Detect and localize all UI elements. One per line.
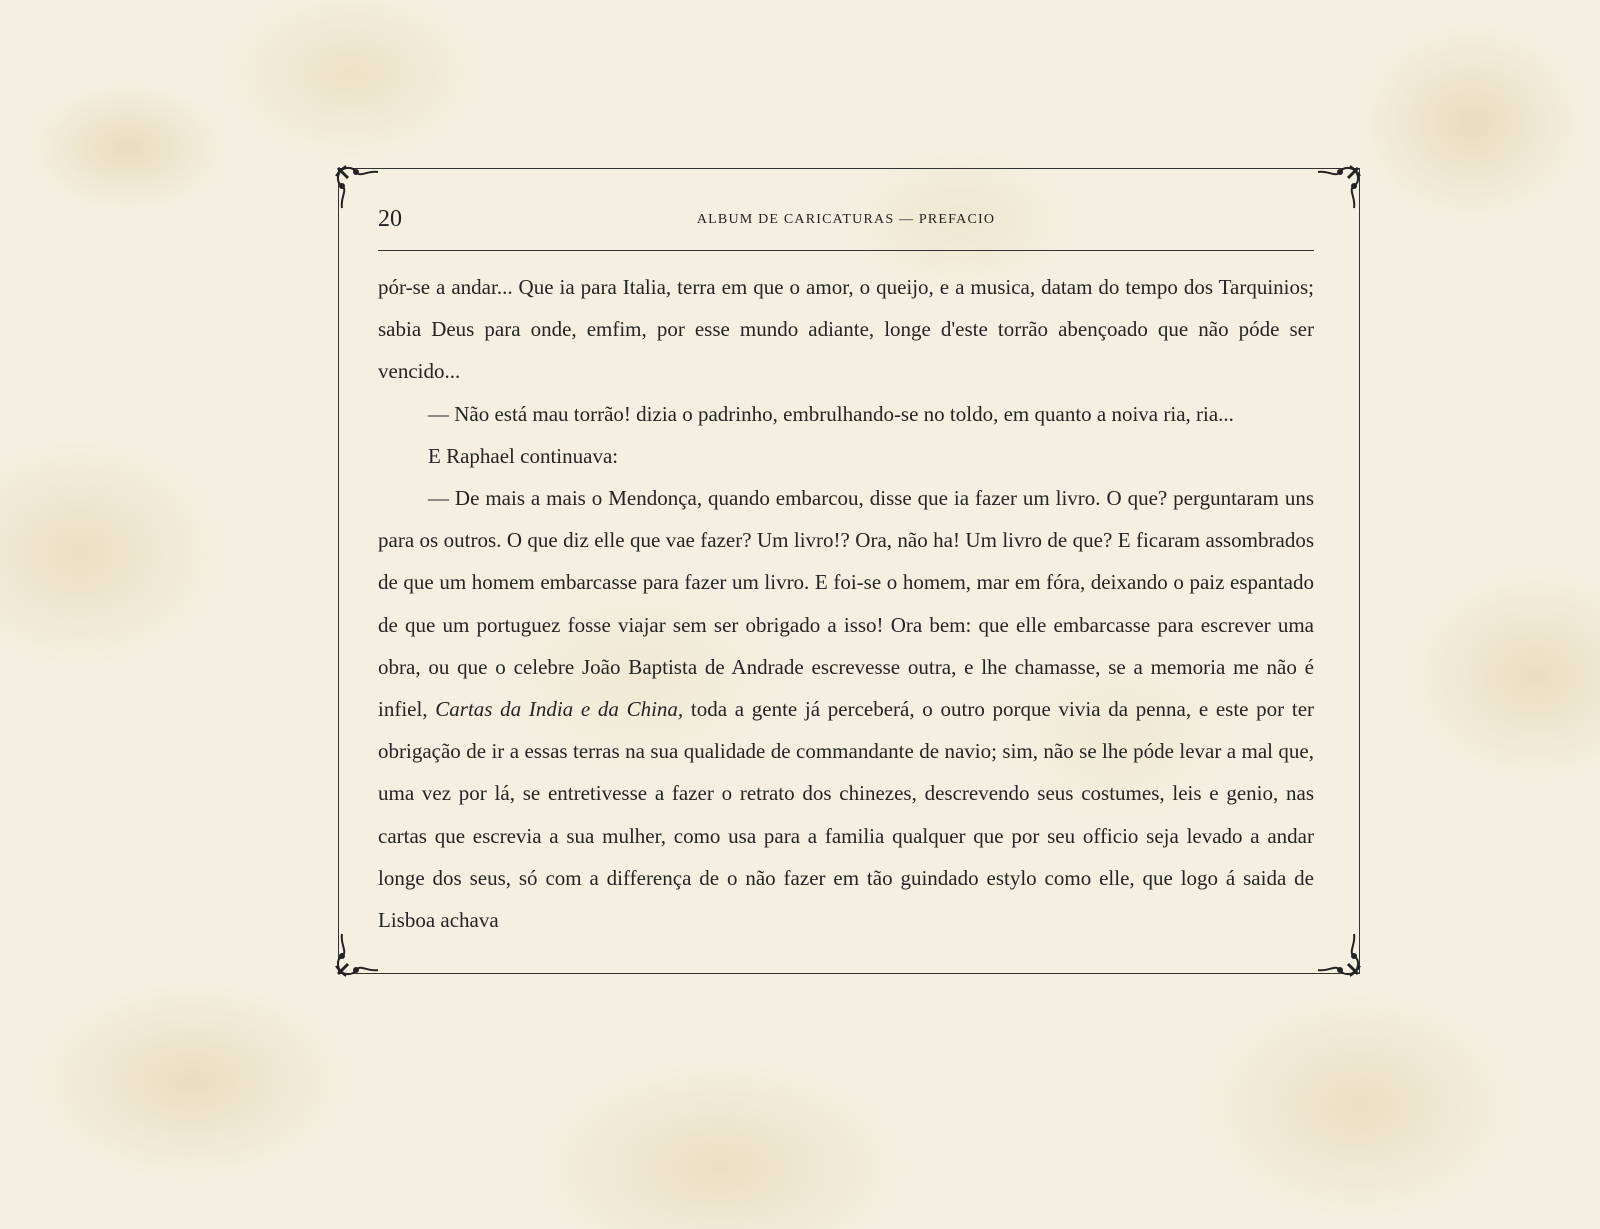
paragraph: pór-se a andar... Que ia para Italia, terra em que o amor, o queijo, e a musica, datam do tempo dos Tarquinios; sabia Deus para onde, emfim, por esse mundo adiante, longe d'este torrão abençoado que não póde ser vencido... (378, 275, 1314, 384)
paragraph-text: — De mais a mais o Mendonça, quando embarcou, disse que ia fazer um livro. O que? perguntaram uns para os outros. O que diz elle que vae fazer? Um livro!? Ora, não ha! Um livro de que? E ficaram assombrados de que um homem embarcasse para fazer um livro. E foi-se o homem, mar em fóra, deixando o paiz espantado de que um portuguez fosse viajar sem ser obrigado a isso! Ora bem: que elle embarcasse para escrever uma obra, ou que o celebre João Baptista de Andrade escrevesse outra, e lhe chamasse, se a memoria me não é infiel, (378, 486, 1314, 722)
book-title: Cartas da India e da China, (435, 697, 684, 722)
paragraph: E Raphael continuava: (428, 443, 619, 468)
page-header (378, 200, 1314, 240)
paragraph: — Não está mau torrão! dizia o padrinho, embrulhando-se no toldo, em quanto a noiva ria, ria... (428, 401, 1234, 426)
paragraph-text: toda a gente já perceberá, o outro porque vivia da penna, e este por ter obrigação de ir a essas terras na sua qualidade de commandante de navio; sim, não se lhe póde levar a mal que, uma vez por lá, se entretivesse a fazer o retrato dos chinezes, descrevendo seus costumes, leis e genio, nas cartas que escrevia a sua mulher, como usa para a familia qualquer que por seu officio seja levado a andar longe dos seus, só com a differença de o não fazer em tão guindado estylo como elle, que logo á saida de Lisboa achava (378, 697, 1315, 933)
running-head: ALBUM DE CARICATURAS — PREFACIO (696, 212, 996, 227)
page-number: 20 (378, 206, 402, 232)
header-rule (378, 250, 1314, 251)
paragraph (378, 477, 1314, 941)
body-text (378, 266, 1314, 941)
